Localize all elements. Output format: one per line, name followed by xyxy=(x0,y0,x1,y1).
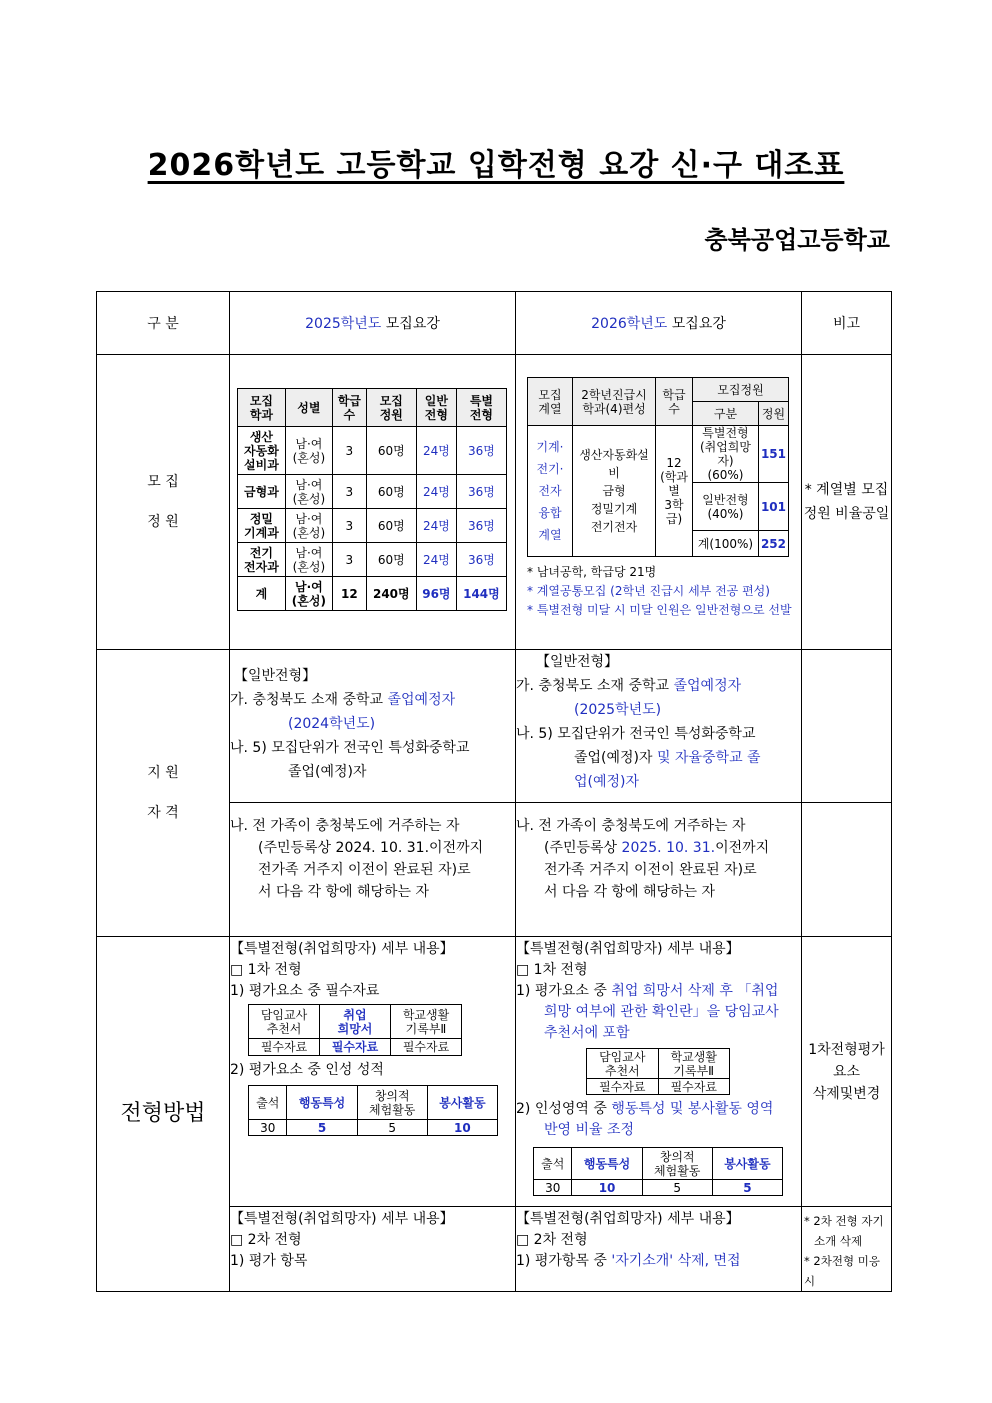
oq-r2-dept: 정밀 기계과 xyxy=(238,509,286,543)
nm1-t1-v0: 필수자료 xyxy=(587,1079,659,1095)
nm1-t2-v0: 30 xyxy=(534,1180,572,1196)
oq-r3-class: 3 xyxy=(332,543,366,577)
om1-t1-h1: 취업 희망서 xyxy=(320,1005,391,1039)
oq-total-special: 144명 xyxy=(456,577,506,611)
table-row xyxy=(249,1086,498,1120)
oq2-l1: 나. 전 가족이 충청북도에 거주하는 자 xyxy=(230,818,460,834)
new-qualify-residence xyxy=(516,803,802,937)
nm1-t2-v3: 5 xyxy=(712,1180,782,1196)
oq-h1: 성별 xyxy=(285,389,332,427)
old-character-score-table xyxy=(248,1085,498,1136)
nm1-t1-v1: 필수자료 xyxy=(658,1079,730,1095)
qualify-cat-line2: 자 격 xyxy=(147,805,179,821)
nq1-a-year: (2025학년도) xyxy=(574,702,662,718)
table-row xyxy=(534,1148,783,1180)
nq-h-quota: 모집정원 xyxy=(693,378,789,402)
nq1-b3: 업(예정)자 xyxy=(574,774,640,790)
nm1-item2-l2: 반영 비율 조정 xyxy=(544,1122,635,1138)
nm1-t2-h2: 창의적 체험활동 xyxy=(642,1148,712,1180)
table-row xyxy=(249,1120,498,1136)
nq-total-num: 252 xyxy=(758,531,788,557)
oq-r2-quota: 60명 xyxy=(366,509,416,543)
oq-r0-gender: 남·여 (혼성) xyxy=(285,427,332,475)
table-row xyxy=(587,1079,730,1095)
oq-r1-quota: 60명 xyxy=(366,475,416,509)
om1-t2-v2: 5 xyxy=(357,1120,427,1136)
remark-method-2 xyxy=(802,1207,892,1292)
new-quota-header1 xyxy=(528,378,789,402)
quota-category xyxy=(97,355,230,650)
nm1-item1-blue: 취업 희망서 삭제 후 「취업 xyxy=(611,983,779,999)
nq-classes: 12 (학과별 3학급) xyxy=(656,426,693,557)
old-qualify-general xyxy=(230,650,516,803)
om1-t1-v0: 필수자료 xyxy=(249,1039,320,1056)
om1-step: □ 1차 전형 xyxy=(230,962,302,978)
nq-h-dept: 2학년진급시 학과(4)편성 xyxy=(573,378,656,426)
nq1-b: 나. 5) 모집단위가 전국인 특성화중학교 xyxy=(516,726,756,742)
oq-r1-class: 3 xyxy=(332,475,366,509)
header-new xyxy=(516,292,802,355)
nm1-item2 xyxy=(516,1099,801,1120)
table-row xyxy=(528,426,789,483)
nq1-b2 xyxy=(516,746,801,770)
om1-t2-h1: 행동특성 xyxy=(287,1086,357,1120)
old-quota-table xyxy=(237,388,507,611)
oq-r1-dept: 금형과 xyxy=(238,475,286,509)
nm1-item1-l3: 추천서에 포함 xyxy=(544,1025,630,1041)
nq-note-1: * 남녀공학, 학급당 21명 xyxy=(527,565,657,579)
quota-cat-line1: 모 집 xyxy=(147,474,179,490)
document-title-wrap xyxy=(0,140,992,184)
nq2-l4: 서 다음 각 항에 해당하는 자 xyxy=(544,884,716,900)
oq-r2-general: 24명 xyxy=(416,509,456,543)
nm1-step: □ 1차 전형 xyxy=(516,962,588,978)
nq1-b2-pre: 졸업(예정)자 xyxy=(574,750,657,766)
nq2-l2-post: 이전까지 xyxy=(715,840,770,856)
document-title: 2026학년도 고등학교 입학전형 요강 신·구 대조표 xyxy=(147,148,845,183)
remark-qualify-1 xyxy=(802,650,892,803)
new-qualify-general xyxy=(516,650,802,803)
nq1-a-pre: 가. 충청북도 소재 중학교 xyxy=(516,678,674,694)
header-category: 구 분 xyxy=(97,292,230,355)
comparison-table xyxy=(96,291,892,1292)
remark-quota: * 계열별 모집 정원 비율공일 xyxy=(802,355,892,650)
oq1-head: 【일반전형】 xyxy=(234,668,317,684)
nm2-item1 xyxy=(516,1251,801,1272)
nq2-l3: 전가족 거주지 이전이 완료된 자)로 xyxy=(544,862,757,878)
rm2-l2: 소개 삭제 xyxy=(814,1234,863,1248)
om1-t2-v3: 10 xyxy=(427,1120,497,1136)
nq-series: 기계· 전기· 전자 융합 계열 xyxy=(528,426,573,557)
new-required-docs-table xyxy=(586,1048,730,1095)
new-quota-cell xyxy=(516,355,802,650)
nq-total: 계(100%) xyxy=(693,531,759,557)
rm2-l3: * 2차전형 미응시 xyxy=(804,1254,880,1288)
oq-total-label: 계 xyxy=(238,577,286,611)
om2-head: 【특별전형(취업희망자) 세부 내용】 xyxy=(230,1211,454,1227)
header-old xyxy=(230,292,516,355)
om2-step: □ 2차 전형 xyxy=(230,1232,302,1248)
method-row-1 xyxy=(97,937,892,1207)
oq-r1-special: 36명 xyxy=(456,475,506,509)
nq1-b2-blue: 및 자율중학교 졸 xyxy=(657,750,761,766)
table-row xyxy=(238,543,507,577)
table-row xyxy=(534,1180,783,1196)
om1-t1-h0: 담임교사 추천서 xyxy=(249,1005,320,1039)
om1-item1: 1) 평가요소 중 필수자료 xyxy=(230,983,380,999)
old-quota-header xyxy=(238,389,507,427)
oq2-l4: 서 다음 각 항에 해당하는 자 xyxy=(258,884,430,900)
quota-row xyxy=(97,355,892,650)
nm1-head: 【특별전형(취업희망자) 세부 내용】 xyxy=(516,941,740,957)
nq2-l2-pre: (주민등록상 xyxy=(544,840,622,856)
nq-h-type: 구분 xyxy=(693,402,759,426)
oq-r3-special: 36명 xyxy=(456,543,506,577)
om1-t2-h3: 봉사활동 xyxy=(427,1086,497,1120)
table-row xyxy=(587,1049,730,1079)
nm1-item2-blue: 행동특성 및 봉사활동 영역 xyxy=(611,1101,774,1117)
oq1-a-year: (2024학년도) xyxy=(288,716,376,732)
nm1-item1-l2: 희망 여부에 관한 확인란」을 당임교사 xyxy=(544,1004,779,1020)
oq-h5: 특별 전형 xyxy=(456,389,506,427)
nq-special: 특별전형 (취업희망자) (60%) xyxy=(693,426,759,483)
nq1-a-blue: 졸업예정자 xyxy=(673,678,742,694)
oq-r0-dept: 생산 자동화 설비과 xyxy=(238,427,286,475)
qualify-cat-line1: 지 원 xyxy=(147,765,179,781)
nq-h-num: 정원 xyxy=(758,402,788,426)
header-remark: 비고 xyxy=(802,292,892,355)
school-name: 충북공업고등학교 xyxy=(704,226,890,254)
om1-t1-v1: 필수자료 xyxy=(320,1039,391,1056)
nq-note-2: * 계열공통모집 (2학년 진급시 세부 전공 편성) xyxy=(527,584,770,598)
oq-r0-class: 3 xyxy=(332,427,366,475)
om1-head: 【특별전형(취업희망자) 세부 내용】 xyxy=(230,941,454,957)
nm2-item1-pre: 1) 평가항목 중 xyxy=(516,1253,612,1269)
oq-h0: 모집 학과 xyxy=(238,389,286,427)
table-row xyxy=(249,1005,462,1039)
nm2-step: □ 2차 전형 xyxy=(516,1232,588,1248)
nm1-item2-pre: 2) 인성영역 중 xyxy=(516,1101,612,1117)
oq1-a-pre: 가. 충청북도 소재 중학교 xyxy=(230,692,388,708)
oq-total-quota: 240명 xyxy=(366,577,416,611)
nq2-l2 xyxy=(516,837,801,859)
oq2-l2: (주민등록상 2024. 10. 31.이전까지 xyxy=(258,840,484,856)
nm2-head: 【특별전형(취업희망자) 세부 내용】 xyxy=(516,1211,740,1227)
oq-r1-general: 24명 xyxy=(416,475,456,509)
oq-h3: 모집 정원 xyxy=(366,389,416,427)
nq2-l2-blue: 2025. 10. 31. xyxy=(621,840,716,856)
nq2-l1: 나. 전 가족이 충청북도에 거주하는 자 xyxy=(516,818,746,834)
nq-dept: 생산자동화설비 금형 정밀기계 전기전자 xyxy=(573,426,656,557)
old-required-docs-table xyxy=(248,1004,462,1056)
quota-cat-line2: 정 원 xyxy=(147,514,179,530)
nm1-item1-pre: 1) 평가요소 중 xyxy=(516,983,612,999)
oq-r1-gender: 남·여 (혼성) xyxy=(285,475,332,509)
om1-t2-v0: 30 xyxy=(249,1120,287,1136)
oq-h2: 학급 수 xyxy=(332,389,366,427)
nm2-item1-blue: '자기소개' 삭제, 면접 xyxy=(611,1253,741,1269)
oq1-b: 나. 5) 모집단위가 전국인 특성화중학교 xyxy=(230,740,470,756)
nq-note-3: * 특별전형 미달 시 미달 인원은 일반전형으로 선발 xyxy=(527,603,792,617)
om1-t2-h2: 창의적 체험활동 xyxy=(357,1086,427,1120)
remark-method-1: 1차전형평가요소 삭제및변경 xyxy=(802,937,892,1207)
oq-total-class: 12 xyxy=(332,577,366,611)
new-method-1 xyxy=(516,937,802,1207)
new-method-2 xyxy=(516,1207,802,1292)
oq-r0-special: 36명 xyxy=(456,427,506,475)
nm1-t1-h1: 학교생활 기록부Ⅱ xyxy=(658,1049,730,1079)
nm1-t1-h0: 담임교사 추천서 xyxy=(587,1049,659,1079)
rm2-l1: * 2차 전형 자기 xyxy=(804,1214,884,1228)
qualify-category xyxy=(97,650,230,937)
oq2-l3: 전가족 거주지 이전이 완료된 자)로 xyxy=(258,862,471,878)
method-category: 전형방법 xyxy=(97,937,230,1292)
nm1-t2-v2: 5 xyxy=(642,1180,712,1196)
om1-item2: 2) 평가요소 중 인성 성적 xyxy=(230,1062,384,1078)
oq-r2-special: 36명 xyxy=(456,509,506,543)
om1-t1-h2: 학교생활 기록부Ⅱ xyxy=(391,1005,462,1039)
oq-r0-quota: 60명 xyxy=(366,427,416,475)
om1-t2-h0: 출석 xyxy=(249,1086,287,1120)
nm1-t2-h1: 행동특성 xyxy=(572,1148,642,1180)
nm1-t2-h3: 봉사활동 xyxy=(712,1148,782,1180)
old-qualify-residence xyxy=(230,803,516,937)
oq-r2-class: 3 xyxy=(332,509,366,543)
header-row xyxy=(97,292,892,355)
oq-r3-quota: 60명 xyxy=(366,543,416,577)
oq1-a xyxy=(230,688,515,712)
table-row xyxy=(238,509,507,543)
old-method-2 xyxy=(230,1207,516,1292)
oq-total-general: 96명 xyxy=(416,577,456,611)
qualify-row-1 xyxy=(97,650,892,803)
oq-r2-gender: 남·여 (혼성) xyxy=(285,509,332,543)
old-quota-cell xyxy=(230,355,516,650)
nq1-head: 【일반전형】 xyxy=(536,654,619,670)
table-row xyxy=(249,1039,462,1056)
new-character-score-table xyxy=(533,1147,783,1196)
nq-h-class: 학급 수 xyxy=(656,378,693,426)
total-row xyxy=(238,577,507,611)
nm1-item1 xyxy=(516,981,801,1002)
nq-general-num: 101 xyxy=(758,483,788,531)
nq-h-series: 모집 계열 xyxy=(528,378,573,426)
oq-r3-gender: 남·여 (혼성) xyxy=(285,543,332,577)
oq1-a-blue: 졸업예정자 xyxy=(387,692,456,708)
header-new-rest: 모집요강 xyxy=(667,316,726,332)
nq-general: 일반전형 (40%) xyxy=(693,483,759,531)
table-row xyxy=(238,427,507,475)
nm1-t2-h0: 출석 xyxy=(534,1148,572,1180)
oq-total-gender: 남·여 (혼성) xyxy=(285,577,332,611)
nq-special-num: 151 xyxy=(758,426,788,483)
om2-item1: 1) 평가 항목 xyxy=(230,1253,308,1269)
oq1-b2: 졸업(예정)자 xyxy=(288,764,367,780)
header-old-rest: 모집요강 xyxy=(381,316,440,332)
old-method-1 xyxy=(230,937,516,1207)
table-row xyxy=(238,475,507,509)
oq-r3-general: 24명 xyxy=(416,543,456,577)
new-quota-table xyxy=(527,377,789,557)
new-quota-notes xyxy=(521,563,801,620)
oq-h4: 일반 전형 xyxy=(416,389,456,427)
nm1-t2-v1: 10 xyxy=(572,1180,642,1196)
remark-qualify-2 xyxy=(802,803,892,937)
om1-t2-v1: 5 xyxy=(287,1120,357,1136)
oq-r0-general: 24명 xyxy=(416,427,456,475)
header-new-year: 2026학년도 xyxy=(591,316,668,332)
oq-r3-dept: 전기 전자과 xyxy=(238,543,286,577)
om1-t1-v2: 필수자료 xyxy=(391,1039,462,1056)
nq1-a xyxy=(516,674,801,698)
header-old-year: 2025학년도 xyxy=(305,316,382,332)
